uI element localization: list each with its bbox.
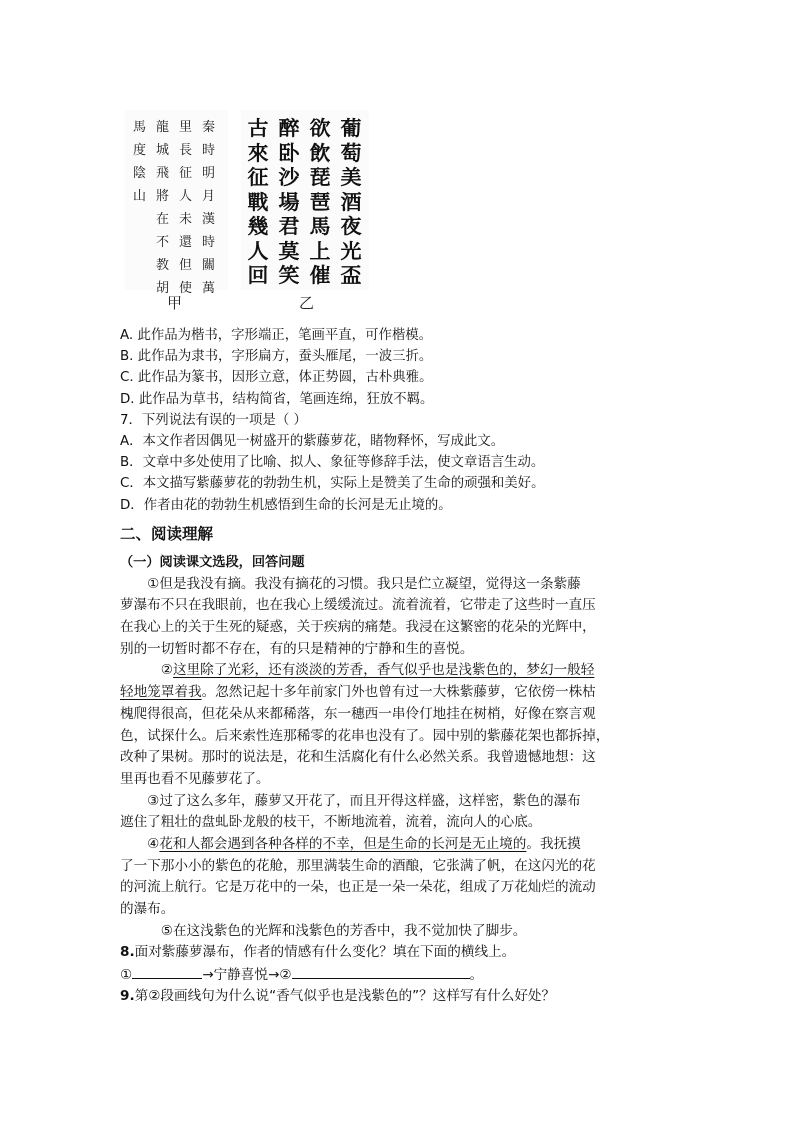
calligraphy-panel-jia <box>125 110 228 296</box>
q7-choice-c: C．本文描写紫藤萝花的勃勃生机，实际上是赞美了生命的顽强和美好。 <box>120 476 545 492</box>
p1-line-1: ①但是我没有摘。我没有摘花的习惯。我只是伫立凝望，觉得这一条紫藤 <box>120 575 581 592</box>
calligraphy-char: 幾 <box>247 214 269 238</box>
calligraphy-char: 夜 <box>340 214 362 238</box>
calligraphy-char: 漢 <box>202 212 216 227</box>
calligraphy-char: 使 <box>179 281 193 296</box>
calligraphy-char: 場 <box>278 189 300 214</box>
p2-rest: 。忽然记起十多年前家门外也曾有过一大株紫藤萝，它依傍一株枯 <box>201 684 596 701</box>
calligraphy-char: 山 <box>133 189 147 204</box>
p4-line-2: 了一下那小小的紫色的花舱，那里满装生命的酒酿，它张满了帆，在这闪光的花 <box>120 857 596 874</box>
section-subheading: （一）阅读课文选段，回答问题 <box>120 555 305 570</box>
p4-line-3: 的河流上航行。它是万花中的一朵，也正是一朵一朵花，组成了万花灿烂的流动 <box>120 879 596 896</box>
calligraphy-char: 龍 <box>156 120 170 135</box>
calligraphy-char: 上 <box>309 238 331 263</box>
option-c: C. 此作品为篆书，因形立意，体正势圆，古朴典雅。 <box>120 370 433 386</box>
calligraphy-char: 馬 <box>309 214 331 238</box>
calligraphy-char: 征 <box>179 166 193 181</box>
q7-choice-b: B．文章中多处使用了比喻、拟人、象征等修辞手法，使文章语言生动。 <box>120 455 545 471</box>
calligraphy-char: 欲 <box>309 116 331 140</box>
calligraphy-char: 秦 <box>202 120 216 135</box>
q7-stem: 7．下列说法有误的一项是（ ） <box>120 412 307 428</box>
calligraphy-char: 莫 <box>278 238 300 263</box>
calligraphy-char: 琶 <box>309 189 331 214</box>
q8-stem <box>120 942 660 964</box>
poem-jia-col-2 <box>179 116 192 300</box>
q7-choice-d: D．作者由花的勃勃生机感悟到生命的长河是无止境的。 <box>120 497 452 513</box>
p2-line-4: 色，试探什么。后来索性连那稀零的花串也没有了。园中别的紫藤花架也都拆掉， <box>120 727 610 744</box>
calligraphy-char: 月 <box>202 189 216 204</box>
option-d: D. 此作品为草书，结构简省，笔画连绵，狂放不羁。 <box>120 391 434 407</box>
p2-line-6: 里再也看不见藤萝花了。 <box>120 770 270 787</box>
q8-answer-line <box>120 964 660 986</box>
figure-label-jia: 甲 <box>167 294 183 312</box>
q8-end: 。 <box>469 967 484 984</box>
p2-number: ② <box>120 662 173 679</box>
p2-underlined-2: 轻地笼罩着我 <box>120 684 202 701</box>
q9-text: 第②段画线句为什么说“香气似乎也是浅紫色的”？这样写有什么好处？ <box>134 987 556 1004</box>
calligraphy-char: 人 <box>179 189 193 204</box>
calligraphy-char: 回 <box>247 263 269 287</box>
calligraphy-char: 關 <box>202 258 216 273</box>
calligraphy-char: 還 <box>179 235 193 250</box>
calligraphy-figure <box>125 110 370 310</box>
calligraphy-char: 葡 <box>340 116 362 140</box>
calligraphy-char: 君 <box>278 214 300 238</box>
calligraphy-char: 盃 <box>340 263 362 287</box>
calligraphy-char: 陰 <box>133 166 147 181</box>
p1-line-2: 萝瀑布不只在我眼前，也在我心上缓缓流过。流着流着，它带走了这些时一直压 <box>120 597 596 614</box>
p2-line-1 <box>120 660 660 682</box>
q8-text: 面对紫藤萝瀑布，作者的情感有什么变化？填在下面的横线上。 <box>134 944 516 961</box>
q9-number: 9. <box>120 987 135 1004</box>
question-block <box>120 325 660 516</box>
calligraphy-char: 未 <box>179 212 193 227</box>
calligraphy-char: 馬 <box>133 120 147 135</box>
section-heading: 二、阅读理解 <box>120 525 214 543</box>
p5-line-1: ⑤在这浅紫色的光辉和浅紫色的芳香中，我不觉加快了脚步。 <box>120 922 527 939</box>
q7-choice-a: A．本文作者因偶见一树盛开的紫藤萝花，睹物释怀，写成此文。 <box>120 433 505 449</box>
calligraphy-char: 城 <box>156 143 170 158</box>
calligraphy-char: 萄 <box>340 140 362 165</box>
poem-jia-col-3 <box>156 116 169 300</box>
q8-mark-2: ② <box>279 967 292 984</box>
p4-number: ④ <box>120 835 160 852</box>
calligraphy-char: 笑 <box>278 263 300 287</box>
poem-jia-col-1 <box>202 116 215 300</box>
q8-blank-1[interactable] <box>132 964 202 979</box>
reading-passage <box>120 552 660 1007</box>
p2-line-5: 改种了果树。那时的说法是，花和生活腐化有什么必然关系。我曾遗憾地想：这 <box>120 749 596 766</box>
calligraphy-char: 明 <box>202 166 216 181</box>
q9-stem <box>120 986 660 1008</box>
calligraphy-char: 時 <box>202 235 216 250</box>
p2-line-2 <box>120 682 660 704</box>
poem-yi-col-4 <box>248 116 268 288</box>
calligraphy-char: 在 <box>156 212 170 227</box>
poem-yi-col-1 <box>341 116 361 288</box>
calligraphy-char: 人 <box>247 238 269 263</box>
calligraphy-char: 征 <box>247 165 269 189</box>
p4-line-4: 的瀑布。 <box>120 901 175 917</box>
p2-line-3: 槐爬得很高，但花朵从来都稀落，东一穗西一串伶仃地挂在树梢，好像在察言观 <box>120 705 596 722</box>
option-a: A. 此作品为楷书，字形端正，笔画平直，可作楷模。 <box>120 328 433 343</box>
calligraphy-char: 胡 <box>156 281 170 296</box>
calligraphy-char: 教 <box>156 258 170 273</box>
calligraphy-char: 琵 <box>309 165 331 189</box>
poem-jia-col-4 <box>133 116 146 208</box>
calligraphy-char: 長 <box>179 143 193 158</box>
p1-line-4: 别的一切暂时都不存在，有的只是精神的宁静和生的喜悦。 <box>120 640 474 657</box>
p4-underlined: 花和人都会遇到各种各样的不幸，但是生命的长河是无止境的 <box>159 835 527 852</box>
p1-line-3: 在我心上的关于生死的疑惑，关于疾病的痛楚。我浸在这繁密的花朵的光辉中， <box>120 619 596 636</box>
poem-yi-col-3 <box>279 116 299 288</box>
q8-number: 8. <box>120 944 135 961</box>
p3-line-1: ③过了这么多年，藤萝又开花了，而且开得这样盛，这样密，紫色的瀑布 <box>120 792 581 809</box>
p4-line-1 <box>120 834 660 856</box>
p2-underlined-1: 这里除了光彩，还有淡淡的芳香，香气似乎也是浅紫色的，梦幻一般轻 <box>172 662 595 679</box>
calligraphy-char: 催 <box>309 263 331 287</box>
calligraphy-char: 將 <box>156 189 170 204</box>
option-b: B. 此作品为隶书，字形扁方，蚕头雁尾，一波三折。 <box>120 349 433 365</box>
q8-mark-1: ① <box>120 967 133 984</box>
calligraphy-char: 戰 <box>247 189 269 214</box>
q8-arrow: →宁静喜悦→ <box>202 967 280 984</box>
calligraphy-char: 時 <box>202 143 216 158</box>
poem-yi-col-2 <box>310 116 330 288</box>
calligraphy-char: 里 <box>179 120 193 135</box>
calligraphy-char: 卧 <box>278 140 300 165</box>
calligraphy-char: 飛 <box>156 166 170 181</box>
calligraphy-char: 沙 <box>278 165 300 189</box>
p3-line-2: 遮住了粗壮的盘虬卧龙般的枝干，不断地流着，流着，流向人的心底。 <box>120 814 542 831</box>
calligraphy-char: 醉 <box>278 116 300 140</box>
calligraphy-char: 但 <box>179 258 193 273</box>
p4-rest: 。我抚摸 <box>526 835 581 852</box>
figure-label-yi: 乙 <box>299 294 315 312</box>
calligraphy-char: 來 <box>247 140 269 165</box>
calligraphy-char: 飲 <box>309 140 331 165</box>
calligraphy-char: 酒 <box>340 189 362 214</box>
q8-blank-2[interactable] <box>292 964 470 979</box>
calligraphy-char: 度 <box>133 143 147 158</box>
calligraphy-char: 古 <box>247 116 269 140</box>
calligraphy-char: 萬 <box>202 281 216 296</box>
calligraphy-char: 美 <box>340 165 362 189</box>
calligraphy-char: 光 <box>340 238 362 263</box>
calligraphy-panel-yi <box>241 110 369 290</box>
calligraphy-char: 不 <box>156 235 170 250</box>
